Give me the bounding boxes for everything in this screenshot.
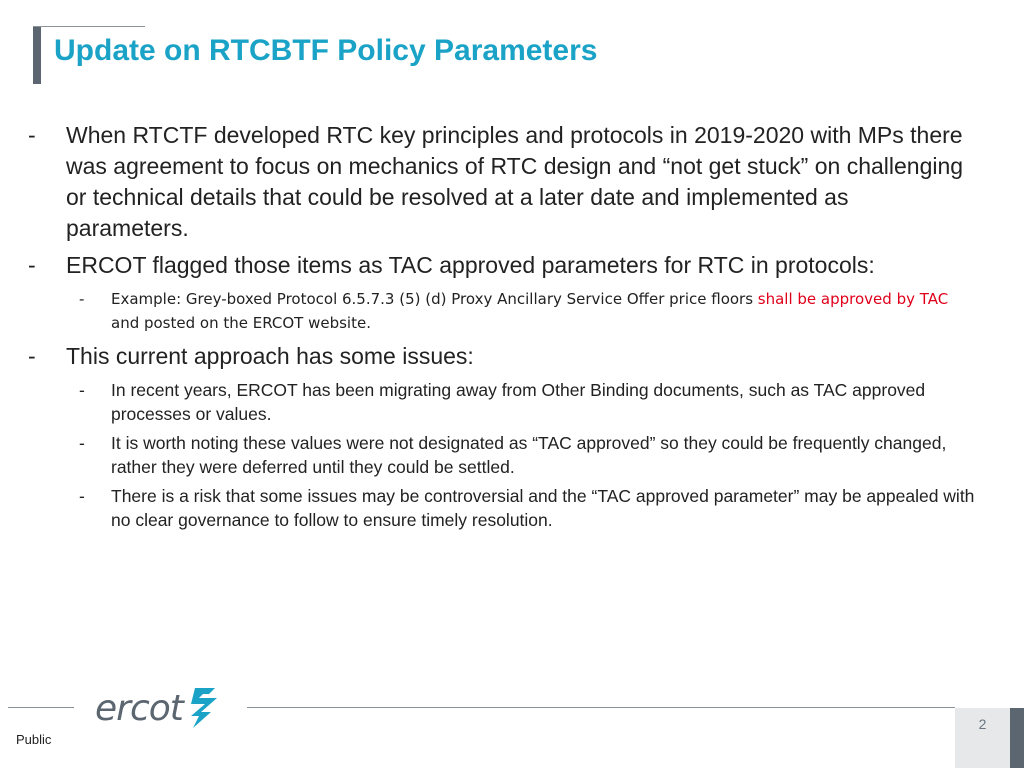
bullet-marker: - <box>28 122 36 148</box>
slide-body <box>0 120 1024 537</box>
sub-bullet-text: It is worth noting these values were not designated as “TAC approved” so they could be frequently changed, rather they were deferred until they could be settled. <box>111 433 947 477</box>
sub-bullet-3-3 <box>79 484 981 532</box>
bullet-text: When RTCTF developed RTC key principles and protocols in 2019-2020 with MPs there was agreement to focus on mechanics of RTC design and “not get stuck” on challenging or technical details that could be resolved at a later date and implemented as parameters. <box>66 122 964 241</box>
logo-wordmark: ercot <box>95 687 183 729</box>
ercot-lightning-icon <box>187 684 221 732</box>
sub-bullet-text: In recent years, ERCOT has been migrating away from Other Binding documents, such as TAC approved processes or values. <box>111 380 926 424</box>
footer-rule-left <box>8 707 74 708</box>
page-accent-bar <box>1010 708 1024 768</box>
bullet-text: ERCOT flagged those items as TAC approved parameters for RTC in protocols: <box>66 252 875 278</box>
title-rule <box>33 26 145 27</box>
sub-bullet-2-1 <box>79 287 981 335</box>
bullet-marker: - <box>28 343 36 369</box>
classification-label: Public <box>16 732 52 747</box>
title-accent-bar <box>33 27 41 84</box>
bullet-text: This current approach has some issues: <box>66 343 474 369</box>
sub-bullet-marker: - <box>79 380 85 400</box>
slide-title: Update on RTCBTF Policy Parameters <box>54 34 598 67</box>
sub-bullet-marker: - <box>79 486 85 506</box>
sub-bullet-highlight: shall be approved by TAC <box>757 290 949 308</box>
sub-bullet-text-before: Example: Grey-boxed Protocol 6.5.7.3 (5) (d) Proxy Ancillary Service Offer price floors <box>111 290 758 308</box>
bullet-2 <box>28 250 966 281</box>
sub-bullet-marker: - <box>79 433 85 453</box>
ercot-logo <box>95 682 221 734</box>
bullet-1 <box>28 120 966 244</box>
bullet-3 <box>28 341 966 372</box>
footer-rule-right <box>247 707 955 708</box>
sub-bullet-text: There is a risk that some issues may be controversial and the “TAC approved parameter” may be appealed with no clear governance to follow to ensure timely resolution. <box>111 486 975 530</box>
bullet-marker: - <box>28 252 36 278</box>
sub-bullet-3-2 <box>79 431 981 479</box>
sub-bullet-text-after: and posted on the ERCOT website. <box>111 314 371 332</box>
sub-bullet-3-1 <box>79 378 981 426</box>
page-number: 2 <box>978 716 987 732</box>
sub-bullet-marker: - <box>79 290 85 308</box>
